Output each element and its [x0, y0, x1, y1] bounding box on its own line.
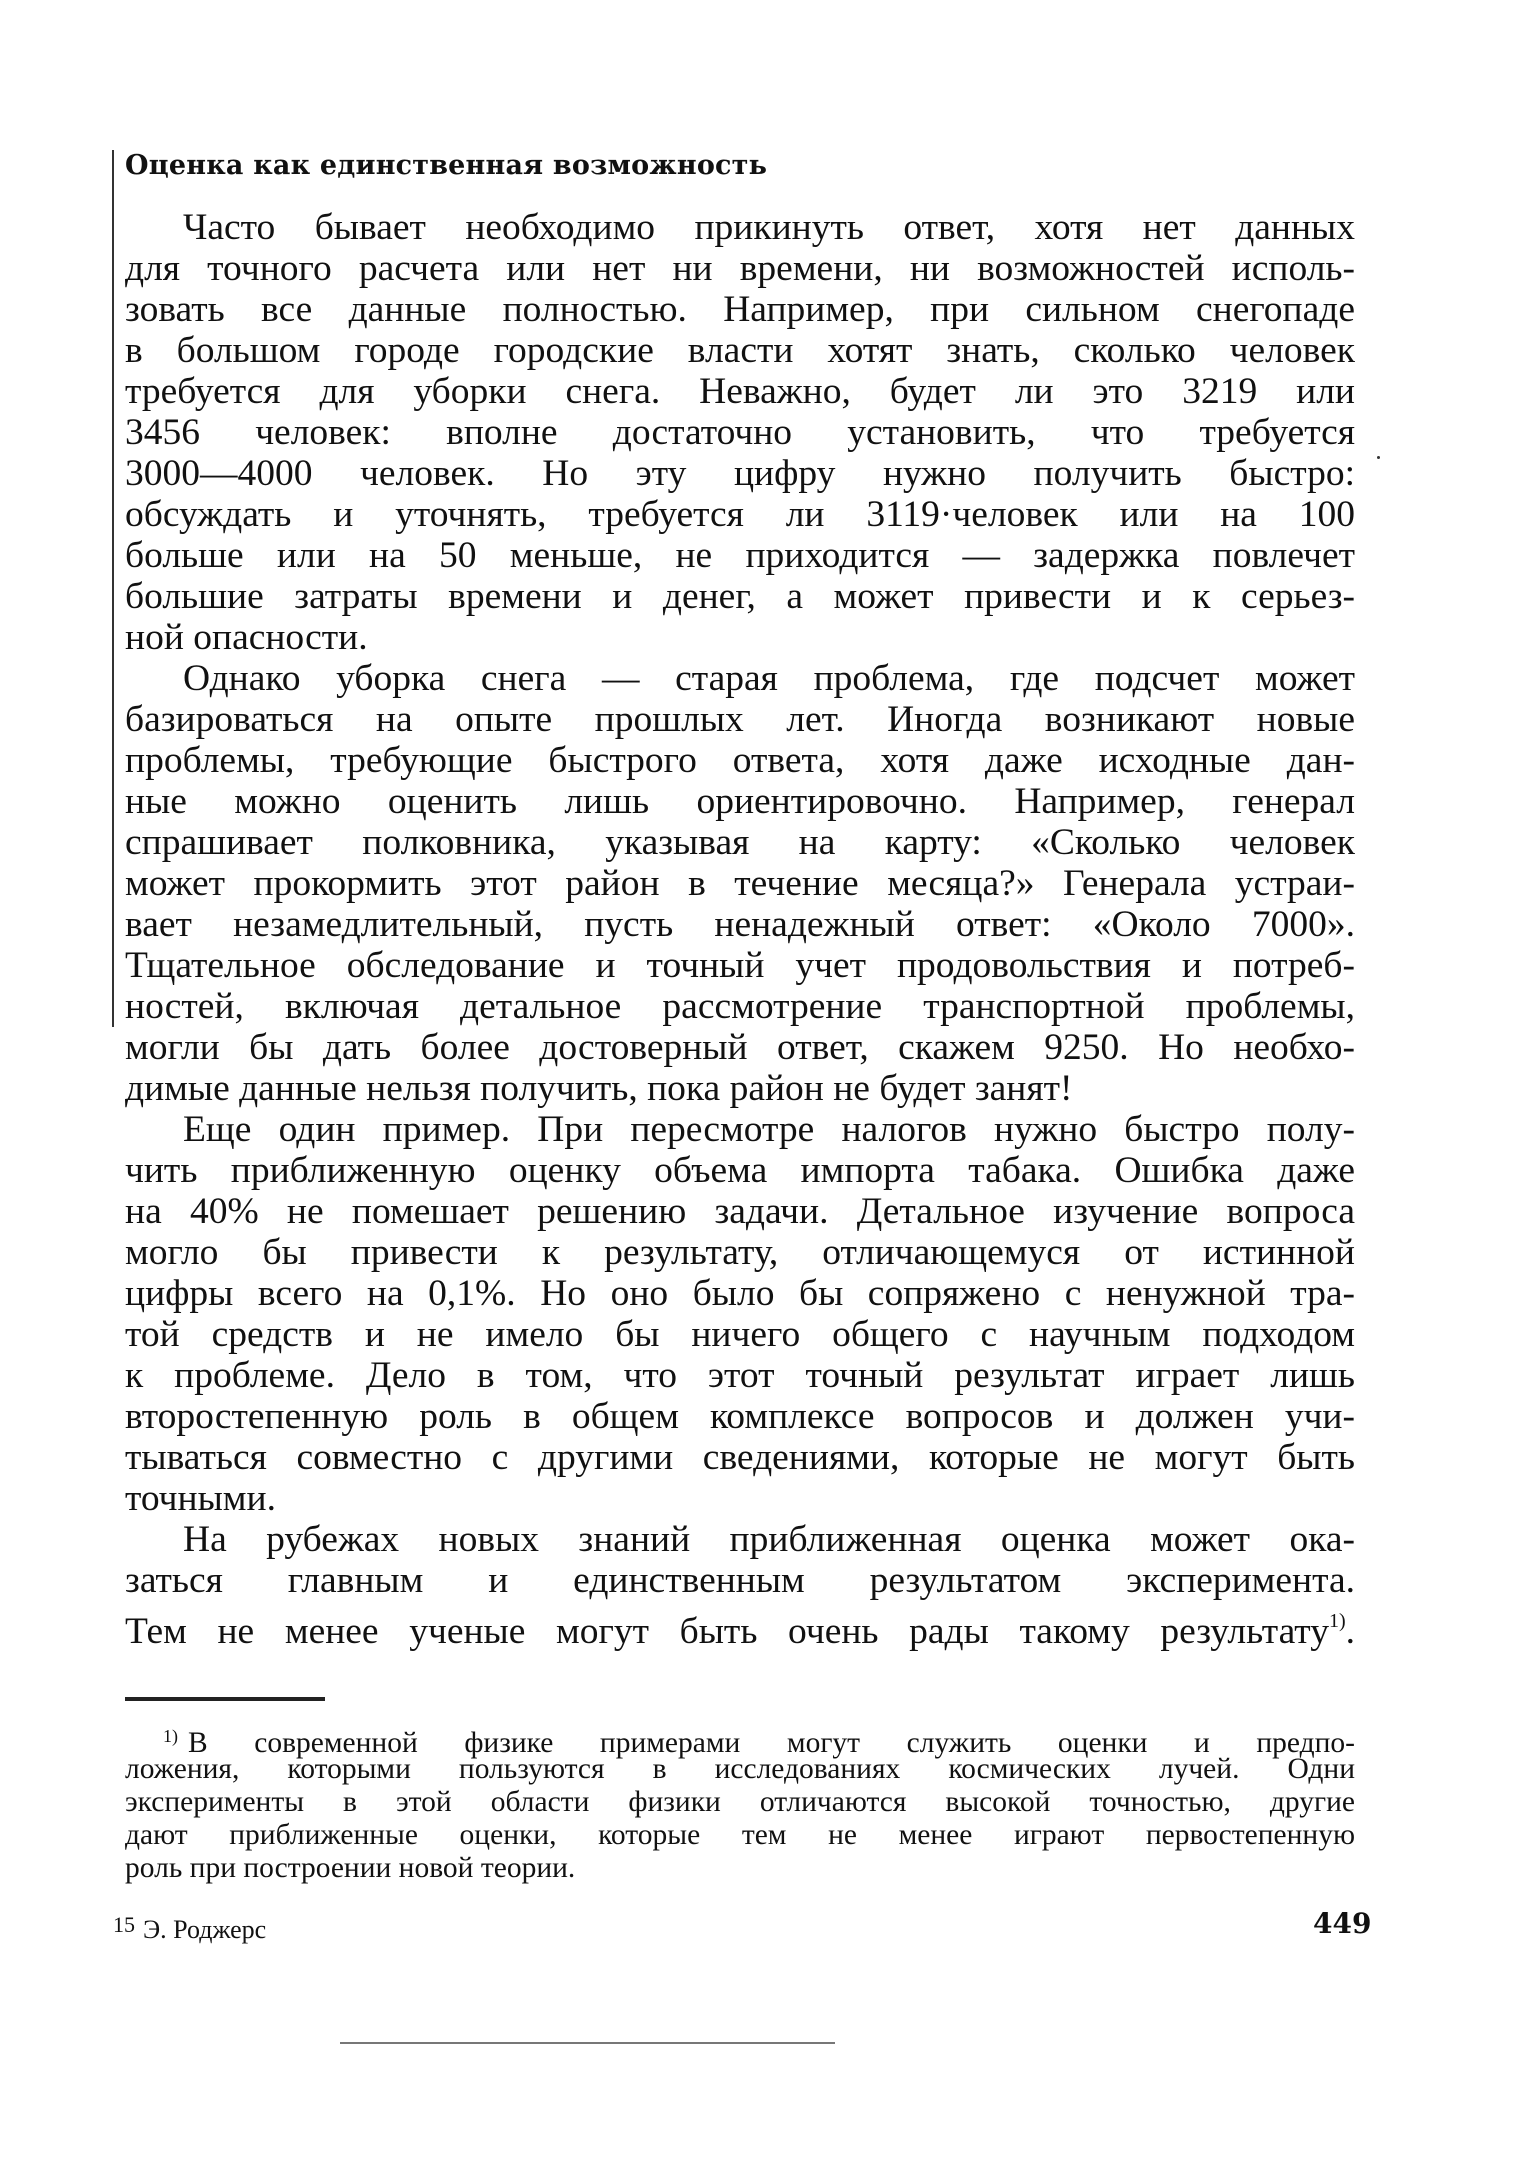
text-line: Тщательное обследование и точный учет продовольствия и потреб-: [125, 945, 1355, 986]
text-line: требуется для уборки снега. Неважно, будет ли это 3219 или: [125, 371, 1355, 412]
text-line: спрашивает полковника, указывая на карту: «Сколько человек: [125, 822, 1355, 863]
footnote-reference[interactable]: 1): [1328, 1610, 1346, 1632]
footnote-marker: 1): [163, 1726, 178, 1746]
text-line: Однако уборка снега — старая проблема, где подсчет может: [183, 658, 1355, 699]
signature-author: Э. Роджерс: [143, 1915, 267, 1944]
scan-speck: [1377, 456, 1380, 459]
section-heading: Оценка как единственная возможность: [125, 150, 768, 181]
footnote-line: эксперименты в этой области физики отличаются высокой точностью, другие: [125, 1786, 1355, 1818]
text-line: могли бы дать более достоверный ответ, скажем 9250. Но необхо-: [125, 1027, 1355, 1068]
text-line: для точного расчета или нет ни времени, ни возможностей исполь-: [125, 248, 1355, 289]
text-line: может прокормить этот район в течение месяца?» Генерала устраи-: [125, 863, 1355, 904]
text-line: вает незамедлительный, пусть ненадежный ответ: «Около 7000».: [125, 904, 1355, 945]
margin-rule: [112, 150, 114, 1027]
text-line: Часто бывает необходимо прикинуть ответ, хотя нет данных: [183, 207, 1355, 248]
footnote-line: дают приближенные оценки, которые тем не менее играют первостепенную: [125, 1819, 1355, 1851]
text-line: 3000—4000 человек. Но эту цифру нужно получить быстро:: [125, 453, 1355, 494]
text-line: зовать все данные полностью. Например, при сильном снегопаде: [125, 289, 1355, 330]
text-line: димые данные нельзя получить, пока район не будет занят!: [125, 1068, 1073, 1109]
text-line: цифры всего на 0,1%. Но оно было бы сопряжено с ненужной тра-: [125, 1273, 1355, 1314]
text-line-content: Тем не менее ученые могут быть очень рады такому результату: [125, 1611, 1329, 1652]
text-line: чить приближенную оценку объема импорта табака. Ошибка даже: [125, 1150, 1355, 1191]
text-line: точными.: [125, 1478, 276, 1519]
text-line: на 40% не помешает решению задачи. Детальное изучение вопроса: [125, 1191, 1355, 1232]
paragraph-4: [125, 1519, 1355, 1652]
text-line: к проблеме. Дело в том, что этот точный результат играет лишь: [125, 1355, 1355, 1396]
footnote-line: ложения, которыми пользуются в исследованиях космических лучей. Одни: [125, 1753, 1355, 1785]
text-line: большие затраты времени и денег, а может привести и к серьез-: [125, 576, 1355, 617]
body-text: [125, 207, 1355, 1652]
printer-signature: [113, 1912, 266, 1945]
scan-artifact-line: [340, 2042, 835, 2044]
text-line: базироваться на опыте прошлых лет. Иногда возникают новые: [125, 699, 1355, 740]
text-line: ностей, включая детальное рассмотрение транспортной проблемы,: [125, 986, 1355, 1027]
paragraph-2: [125, 658, 1355, 1109]
text-line: Еще один пример. При пересмотре налогов нужно быстро полу-: [183, 1109, 1355, 1150]
text-line: второстепенную роль в общем комплексе вопросов и должен учи-: [125, 1396, 1355, 1437]
text-line: в большом городе городские власти хотят знать, сколько человек: [125, 330, 1355, 371]
page-number: 449: [1313, 1907, 1372, 1940]
paragraph-3: [125, 1109, 1355, 1519]
text-line: ной опасности.: [125, 617, 368, 658]
text-line: проблемы, требующие быстрого ответа, хотя даже исходные дан-: [125, 740, 1355, 781]
text-line: той средств и не имело бы ничего общего с научным подходом: [125, 1314, 1355, 1355]
text-line: обсуждать и уточнять, требуется ли 3119·человек или на 100: [125, 494, 1355, 535]
signature-number: 15: [113, 1912, 135, 1937]
footnote-line: [125, 1720, 1355, 1759]
footnote-separator: [125, 1697, 325, 1701]
text-line: [125, 1601, 1355, 1652]
text-line: ные можно оценить лишь ориентировочно. Например, генерал: [125, 781, 1355, 822]
text-line: 3456 человек: вполне достаточно установить, что требуется: [125, 412, 1355, 453]
text-line: заться главным и единственным результатом эксперимента.: [125, 1560, 1355, 1601]
footnote-line-text: В современной физике примерами могут служить оценки и предпо-: [188, 1727, 1355, 1759]
text-line: тываться совместно с другими сведениями, которые не могут быть: [125, 1437, 1355, 1478]
line-end-punctuation: .: [1345, 1611, 1355, 1652]
footnote-line: роль при построении новой теории.: [125, 1852, 576, 1884]
text-line: больше или на 50 меньше, не приходится — задержка повлечет: [125, 535, 1355, 576]
paragraph-1: [125, 207, 1355, 658]
footnote: [125, 1720, 1355, 1885]
text-line: могло бы привести к результату, отличающемуся от истинной: [125, 1232, 1355, 1273]
text-line: На рубежах новых знаний приближенная оценка может ока-: [183, 1519, 1355, 1560]
